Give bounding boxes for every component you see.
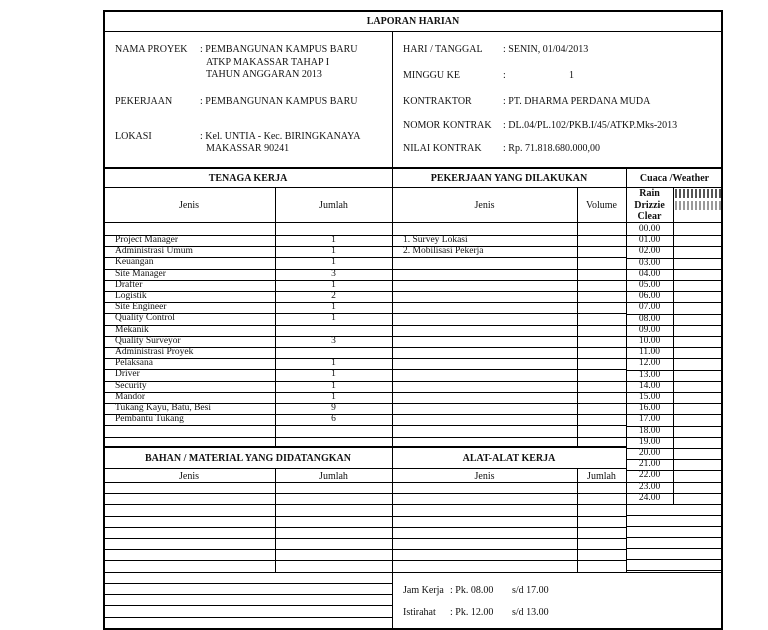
bahan-col-jenis: Jenis xyxy=(179,471,199,482)
kontraktor-value: : PT. DHARMA PERDANA MUDA xyxy=(503,96,651,107)
hour-label: 07.00 xyxy=(638,302,661,313)
tenaga-row-jenis: Driver xyxy=(115,369,140,380)
divider xyxy=(626,548,723,549)
istirahat-label: Istirahat xyxy=(403,607,436,618)
minggu-label: MINGGU KE xyxy=(403,70,460,81)
cuaca-title: Cuaca /Weather xyxy=(639,173,710,184)
hour-label: 08.00 xyxy=(638,313,661,324)
tenaga-row-jenis: Project Manager xyxy=(115,235,179,245)
tenaga-row-jumlah: 3 xyxy=(331,335,336,346)
pekerjaan-row: 1. Survey Lokasi xyxy=(403,235,468,245)
hour-label: 21.00 xyxy=(638,459,661,470)
divider xyxy=(103,31,723,32)
pekerjaan-value: : PEMBANGUNAN KAMPUS BARU xyxy=(200,96,358,107)
hour-label: 24.00 xyxy=(638,492,661,503)
tenaga-row-jumlah: 1 xyxy=(331,257,336,268)
tenaga-row-jenis: Quality Control xyxy=(115,313,175,324)
nama-proyek-value: : PEMBANGUNAN KAMPUS BARU xyxy=(200,44,358,55)
tenaga-row-jumlah: 1 xyxy=(331,380,336,391)
tenaga-row-jumlah: 6 xyxy=(331,414,336,425)
hour-label: 03.00 xyxy=(638,257,661,268)
divider xyxy=(103,594,392,595)
divider xyxy=(103,468,626,469)
tenaga-col-jumlah: Jumlah xyxy=(319,200,348,211)
bahan-col-jumlah: Jumlah xyxy=(319,471,348,482)
lokasi-line2: MAKASSAR 90241 xyxy=(206,143,290,154)
hour-label: 16.00 xyxy=(638,403,661,414)
hour-label: 20.00 xyxy=(638,448,661,458)
divider xyxy=(103,482,626,483)
hour-label: 10.00 xyxy=(638,336,661,346)
legend-clear: Clear xyxy=(637,211,662,222)
pekerjaan-label: PEKERJAAN xyxy=(115,96,173,107)
tenaga-row-jenis: Security xyxy=(115,380,147,391)
hour-label: 13.00 xyxy=(638,369,661,380)
minggu-value: 1 xyxy=(569,70,574,81)
tenaga-row-jumlah: 1 xyxy=(331,235,336,245)
minggu-colon: : xyxy=(503,70,506,81)
divider xyxy=(103,167,723,169)
hour-label: 14.00 xyxy=(638,380,661,391)
report-title: LAPORAN HARIAN xyxy=(366,16,460,27)
pekerjaan-title: PEKERJAAN YANG DILAKUKAN xyxy=(430,173,588,184)
drizzle-swatch xyxy=(675,201,721,210)
divider xyxy=(103,617,392,618)
divider xyxy=(626,559,723,560)
divider xyxy=(626,526,723,527)
divider xyxy=(103,549,626,550)
divider xyxy=(103,504,626,505)
nama-proyek-label: NAMA PROYEK xyxy=(115,44,188,55)
pekerjaan-col-volume: Volume xyxy=(586,200,617,211)
tenaga-row-jenis: Administrasi Umum xyxy=(115,246,193,257)
nilai-kontrak-value: : Rp. 71.818.680.000,00 xyxy=(503,143,600,154)
hour-label: 23.00 xyxy=(638,481,661,492)
divider xyxy=(103,583,392,584)
pekerjaan-col-jenis: Jenis xyxy=(474,200,495,211)
nomor-kontrak-label: NOMOR KONTRAK xyxy=(403,120,492,131)
jam-kerja-label: Jam Kerja xyxy=(403,585,444,596)
istirahat-to: s/d 13.00 xyxy=(512,607,549,618)
divider xyxy=(103,493,626,494)
alat-col-jumlah: Jumlah xyxy=(587,471,616,482)
nilai-kontrak-label: NILAI KONTRAK xyxy=(403,143,482,154)
divider xyxy=(626,222,723,223)
tenaga-row-jenis: Tukang Kayu, Batu, Besi xyxy=(115,403,211,413)
divider xyxy=(392,31,393,168)
legend-rain: Rain xyxy=(639,188,660,199)
hour-label: 00.00 xyxy=(638,224,661,234)
hari-label: HARI / TANGGAL xyxy=(403,44,483,55)
alat-title: ALAT-ALAT KERJA xyxy=(462,453,556,464)
divider xyxy=(103,425,626,426)
jam-kerja-from: : Pk. 08.00 xyxy=(450,585,494,596)
divider xyxy=(673,187,674,223)
tenaga-row-jenis: Drafter xyxy=(115,279,143,290)
divider xyxy=(626,504,723,505)
tenaga-row-jenis: Keuangan xyxy=(115,257,154,268)
hour-label: 12.00 xyxy=(638,358,661,369)
istirahat-from: : Pk. 12.00 xyxy=(450,607,494,618)
divider xyxy=(275,468,276,572)
divider xyxy=(103,325,626,326)
divider xyxy=(673,222,674,504)
divider xyxy=(626,570,723,571)
hour-label: 04.00 xyxy=(638,268,661,279)
divider xyxy=(103,538,626,539)
nama-proyek-line3: TAHUN ANGGARAN 2013 xyxy=(206,69,322,80)
tenaga-row-jenis: Quality Surveyor xyxy=(115,335,181,346)
divider xyxy=(103,437,626,438)
hari-value: : SENIN, 01/04/2013 xyxy=(503,44,589,55)
tenaga-row-jumlah: 1 xyxy=(331,302,336,313)
lokasi-label: LOKASI xyxy=(115,131,152,142)
tenaga-row-jumlah: 1 xyxy=(331,279,336,290)
tenaga-row-jenis: Administrasi Proyek xyxy=(115,347,194,357)
nomor-kontrak-value: : DL.04/PL.102/PKB.I/45/ATKP.Mks-2013 xyxy=(503,120,678,131)
hour-label: 15.00 xyxy=(638,392,661,402)
hour-label: 06.00 xyxy=(638,291,661,302)
kontraktor-label: KONTRAKTOR xyxy=(403,96,472,107)
alat-col-jenis: Jenis xyxy=(474,471,495,482)
jam-kerja-to: s/d 17.00 xyxy=(512,585,549,596)
hour-label: 19.00 xyxy=(638,436,661,447)
hour-label: 11.00 xyxy=(638,347,661,358)
tenaga-row-jumlah: 9 xyxy=(331,403,336,413)
divider xyxy=(577,187,578,447)
divider xyxy=(103,516,626,517)
hour-label: 05.00 xyxy=(638,280,661,290)
divider xyxy=(626,537,723,538)
hour-label: 18.00 xyxy=(638,425,661,436)
tenaga-col-jenis: Jenis xyxy=(179,200,199,211)
divider xyxy=(626,515,723,516)
tenaga-row-jenis: Pelaksana xyxy=(115,358,153,369)
nama-proyek-line2: ATKP MAKASSAR TAHAP I xyxy=(206,57,330,68)
divider xyxy=(103,628,392,629)
tenaga-kerja-title: TENAGA KERJA xyxy=(208,173,288,184)
tenaga-row-jenis: Mekanik xyxy=(115,324,149,335)
divider xyxy=(103,605,392,606)
divider xyxy=(103,527,626,528)
divider xyxy=(103,572,723,573)
hour-label: 09.00 xyxy=(638,324,661,335)
hour-label: 02.00 xyxy=(638,246,661,257)
pekerjaan-row: 2. Mobilisasi Pekerja xyxy=(403,246,484,257)
tenaga-row-jumlah: 1 xyxy=(331,246,336,257)
tenaga-row-jumlah: 1 xyxy=(331,369,336,380)
tenaga-row-jumlah: 1 xyxy=(331,313,336,324)
divider xyxy=(577,468,578,572)
tenaga-row-jenis: Pembantu Tukang xyxy=(115,414,184,425)
rain-swatch xyxy=(675,189,721,198)
bahan-title: BAHAN / MATERIAL YANG DIDATANGKAN xyxy=(145,453,351,464)
divider xyxy=(103,560,626,561)
hour-label: 17.00 xyxy=(638,414,661,425)
tenaga-row-jumlah: 2 xyxy=(331,291,336,301)
tenaga-row-jenis: Logistik xyxy=(115,291,147,301)
hour-label: 01.00 xyxy=(638,235,661,246)
hour-label: 22.00 xyxy=(638,470,661,481)
divider xyxy=(103,446,626,448)
legend-drizzle: Drizzie xyxy=(634,200,665,211)
divider xyxy=(103,222,626,223)
tenaga-row-jumlah: 1 xyxy=(331,358,336,369)
lokasi-value: : Kel. UNTIA - Kec. BIRINGKANAYA xyxy=(200,131,361,142)
tenaga-row-jenis: Mandor xyxy=(115,391,146,402)
tenaga-row-jenis: Site Engineer xyxy=(115,302,167,313)
tenaga-row-jenis: Site Manager xyxy=(115,268,166,279)
tenaga-row-jumlah: 1 xyxy=(331,391,336,402)
tenaga-row-jumlah: 3 xyxy=(331,268,336,279)
